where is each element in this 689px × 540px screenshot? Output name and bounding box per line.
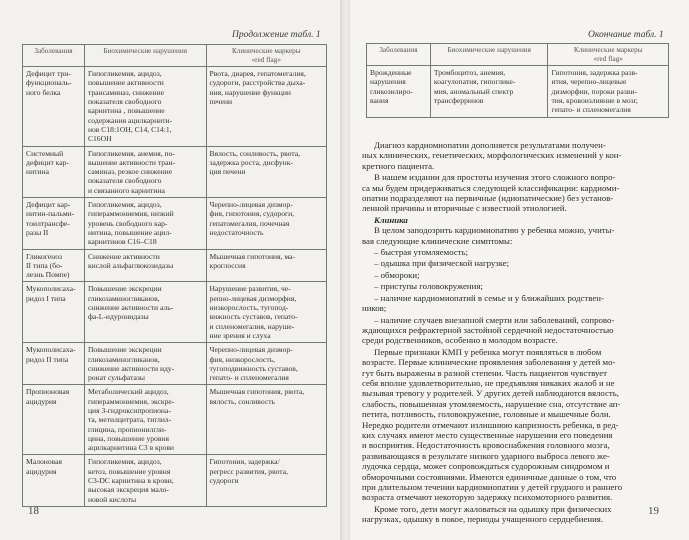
table-cell: Гипогликемия, ацидоз, повышение активности трансаминаз, снижение показателя свободного карнитина , повышение содержания ацилкарнити- нов С18:1ОН, С14, С14:1, С16ОН <box>84 67 206 146</box>
left-table-header-row <box>23 45 327 67</box>
column-header: Заболевания <box>23 45 85 67</box>
list-item: – быстрая утомляемость; <box>374 247 469 258</box>
book-gutter <box>340 0 350 540</box>
left-page-number: 18 <box>28 505 39 517</box>
table-cell: Гликогеноз II типа (бо- лезнь Помпе) <box>23 249 85 282</box>
right-body-text <box>362 140 665 526</box>
table-cell: Мукополисаха- ридоз II типа <box>23 343 85 385</box>
list-item-text: наличие кардиомиопатий в семье и у ближайших родствен- ников; <box>362 292 604 314</box>
right-table <box>366 43 669 118</box>
left-table-caption: Продолжение табл. 1 <box>232 30 321 40</box>
column-header: Биохимические нарушения <box>84 45 206 67</box>
table-row <box>23 385 327 455</box>
list-item-text: наличие случаев внезапной смерти или заболеваний, сопрово- ждающихся рефрактерной застойной сердечной недостаточностью среди родственников, особенно в молодом возрасте. <box>362 314 615 346</box>
table-cell: Мышечная гипотония, рвота, вялость, сонливость <box>206 385 326 455</box>
table-cell: Мукополисаха- ридоз I типа <box>23 282 85 343</box>
table-cell: Метаболический ацидоз, гипераммониемия, экскре- ция 3-гидроксипропиона- та, метилцитрата, тиглил- глицина, пропионилгли- цина, повышение уровня ацилкарнитина С3 в крови <box>84 385 206 455</box>
table-cell: Черепно-лицевая дизмор- фия, гипотония, судороги, гепатомегалия, почечная недостаточность <box>206 198 326 249</box>
table-cell: Дефицит три- функциональ- ного белка <box>23 67 85 146</box>
list-item: – одышка при физической нагрузке; <box>374 258 510 269</box>
paragraph: Диагноз кардиомиопатии дополняется результатами получен- ных клинических, генетических, морфологических изменений у кон- кретного пациента. <box>362 140 622 171</box>
table-row <box>23 146 327 197</box>
list-item-text: обмороки; <box>380 269 420 280</box>
section-heading: Клиника <box>374 214 408 225</box>
table-row <box>23 67 327 146</box>
list-item: – приступы головокружения; <box>374 281 483 292</box>
list-item-text: быстрая утомляемость; <box>380 247 469 258</box>
table-cell: Повышение экскреции гликозаминогликанов, снижение активности аль- фа-L-идуронидазы <box>84 282 206 343</box>
right-table-header-row <box>367 44 669 66</box>
table-cell: Нарушение развития, че- репно-лицевая дизморфия, низкорослость, тугопод- вижность суставов, гепато- и спленомегалия, наруше- ние зрения и слуха <box>206 282 326 343</box>
list-item: – наличие случаев внезапной смерти или заболеваний, сопрово- ждающихся рефрактерной застойной сердечной недостаточностью среди родственников, особенно в молодом возрасте. <box>362 314 615 346</box>
right-page-number: 19 <box>648 505 659 517</box>
left-table <box>22 44 327 507</box>
column-header: Биохимические нарушения <box>430 44 548 66</box>
column-header: Клинические маркеры «red flag» <box>548 44 669 66</box>
table-cell: Врожденные нарушения гликозилиро- вания <box>367 66 431 117</box>
column-header: Заболевания <box>367 44 431 66</box>
paragraph: Кроме того, дети могут жаловаться на одышку при физических нагрузках, одышку в покое, периоды учащенного сердцебиения. <box>362 503 612 525</box>
list-item-text: одышка при физической нагрузке; <box>380 258 510 269</box>
table-cell: Мышечная гипотония, ма- кроглоссия <box>206 249 326 282</box>
table-cell: Повышение экскреции гликозаминогликанов, снижение активности иду- ронат сульфатазы <box>84 343 206 385</box>
table-row <box>23 282 327 343</box>
table-cell: Гипотония, задержка/ регресс развития, рвота, судороги <box>206 455 326 506</box>
paragraph: В целом заподозрить кардиомиопатию у ребенка можно, учиты- вая следующие клинические симптомы: <box>362 225 615 246</box>
table-row <box>23 455 327 506</box>
table-cell: Системный дефицит кар- нитина <box>23 146 85 197</box>
paragraph: Первые признаки КМП у ребенка могут появляться в любом возрасте. Первые клинические проявления заболевания у детей мо- гут быть выражены в разной степени. Часть пациентов чувствует себя вполне удовлетворительно, не предъявляя никаких жалоб и не вызывая тревогу у родителей. У других детей наблюдаются вялость, слабость, повышенная утомляемость, нарушение сна, отсутствие ап- петита, потливость, головокружение, головные и мышечные боли. Нередко родители отмечают излишнюю капризность ребенка, в ред- ких случаях имеют место существенные нарушения его поведения и восприятия. Недостаточность кровоснабжения головного мозга, развивающаяся в результате низкого ударного выброса левого же- лудочка сердца, может сопровождаться судорожным синдромом и обморочными состояниями. Имеются единичные данные о том, что при длительном течении кардиомиопатии у детей грудного и раннего возраста отмечают некоторую задержку психомоторного развития. <box>362 346 623 503</box>
paragraph: В нашем издании для простоты изучения этого сложного вопро- са мы будем придерживаться следующей классификации: кардиоми- опатии подразделяют на первичные (идиопатические) без установ- ленной причины и вторичные с известной этиологией. <box>362 172 620 214</box>
table-cell: Гипогликемия, ацидоз, кетоз, повышение уровня С3-DC карнитина в крови, высокая экскреция мало- новой кислоты <box>84 455 206 506</box>
table-cell: Пропионовая ацидурия <box>23 385 85 455</box>
table-row <box>23 198 327 249</box>
table-cell: Вялость, сонливость, рвота, задержка роста, дисфунк- ция печени <box>206 146 326 197</box>
table-cell: Снижение активности кислой альфаглюкозидазы <box>84 249 206 282</box>
table-cell: Гипотония, задержка разв- ития, черепно-лицевые дизморфии, пороки разви- тия, кровоизлияние в мозг, гепато- и спленомегалия <box>548 66 669 117</box>
table-cell: Рвота, диарея, гепатомегалия, судороги, расстройства дыха- ния, нарушение функции печени <box>206 67 326 146</box>
table-cell: Гипогликемия, анемия, по- вышение активности тран- саминаз, резкое снижение показателя свободного и связанного карнитина <box>84 146 206 197</box>
table-cell: Гипогликемия, ацидоз, гипераммониемия, низкий уровень свободного кар- нитина, повышение ацил- карнитинов С16–С18 <box>84 198 206 249</box>
list-item: – обмороки; <box>374 269 420 280</box>
list-item-text: приступы головокружения; <box>380 281 483 292</box>
table-row <box>23 343 327 385</box>
table-row <box>23 249 327 282</box>
right-table-caption: Окончание табл. 1 <box>588 30 664 40</box>
table-cell: Черепно-лицевая дизмор- фия, низкорослость, тугоподвижность суставов, гепато- и спленомегалия <box>206 343 326 385</box>
column-header: Клинические маркеры «red flag» <box>206 45 326 67</box>
table-cell: Дефицит кар- нитин-пальми- тоилтрансфе- разы II <box>23 198 85 249</box>
table-cell: Тромбоцитоз, анемия, коагулопатия, гипоглике- мия, аномальный спектр трансферринов <box>430 66 548 117</box>
table-cell: Малоновая ацидурия <box>23 455 85 506</box>
list-item: – наличие кардиомиопатий в семье и у ближайших родствен- ников; <box>362 292 604 314</box>
table-row <box>367 66 669 117</box>
